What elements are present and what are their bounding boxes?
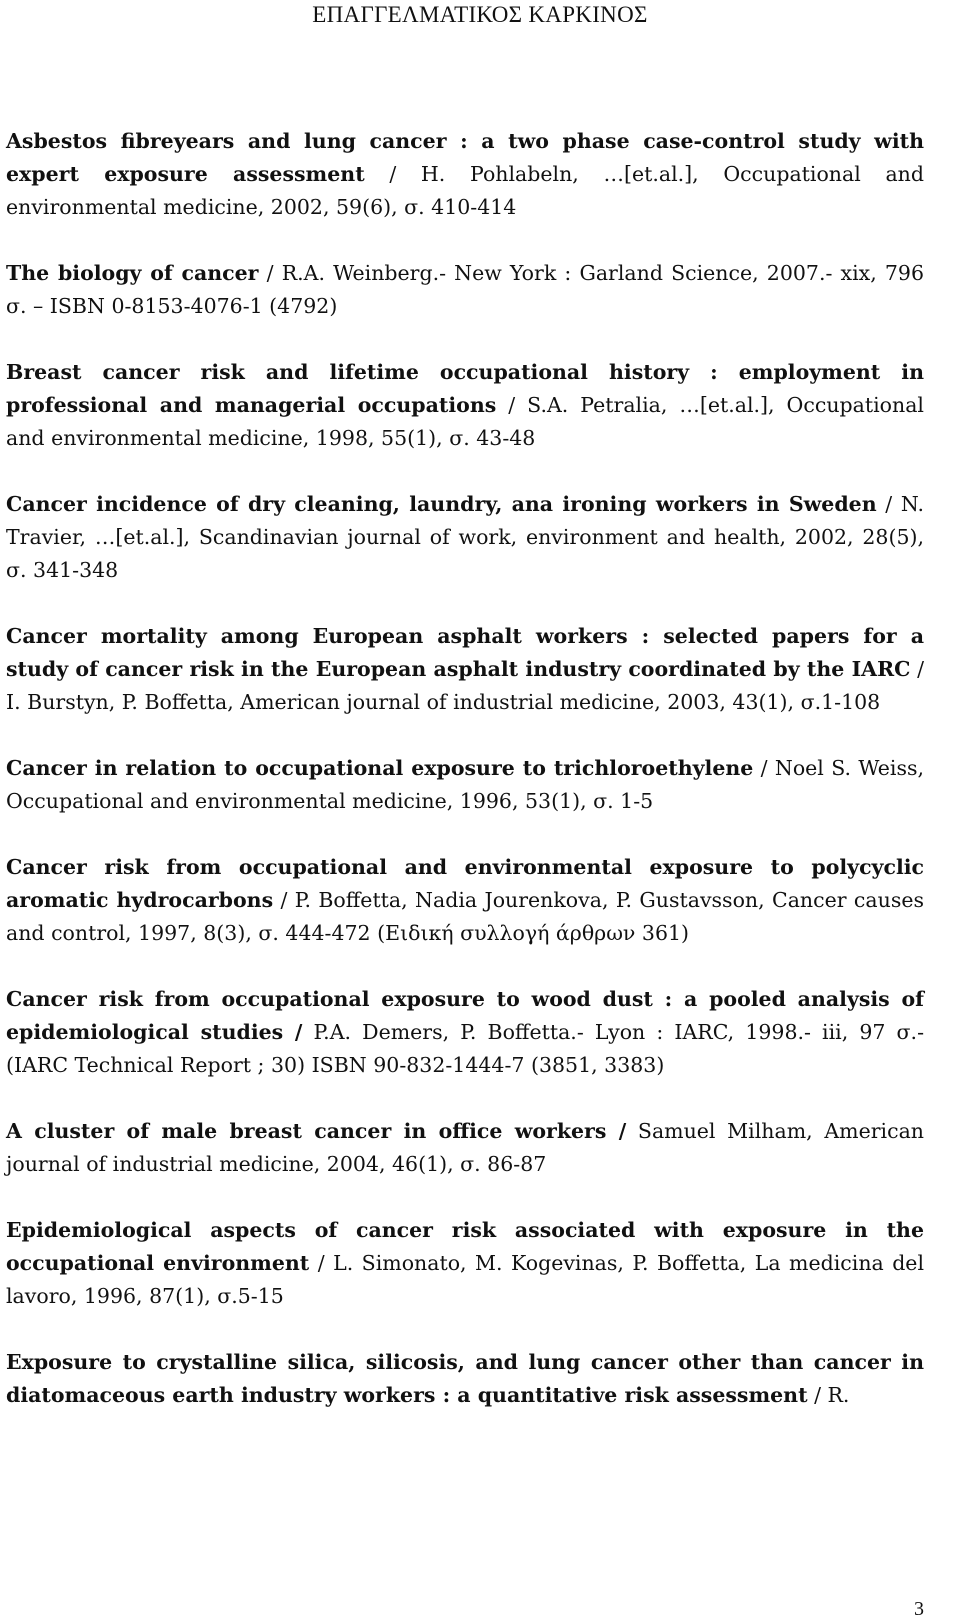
entry-details: Samuel Milham, American journal of industrial medicine, 2004, 46(1), σ. 86-87 [6, 1119, 924, 1176]
bibliography-entry [6, 851, 924, 950]
entry-details: / S.A. Petralia, …[et.al.], Occupational and environmental medicine, 1998, 55(1), σ. 43-48 [6, 393, 924, 450]
entry-details: / R.A. Weinberg.- New York : Garland Science, 2007.- xix, 796 σ. – ISBN 0-8153-4076-1 (4792) [6, 261, 925, 318]
page-number: 3 [914, 1598, 924, 1620]
entry-title: Cancer in relation to occupational exposure to trichloroethylene [6, 756, 754, 780]
entry-title: Exposure to crystalline silica, silicosis, and lung cancer other than cancer in diatomaceous earth industry workers : a quantitative risk assessment [6, 1350, 924, 1407]
entry-details: / Noel S. Weiss, Occupational and environmental medicine, 1996, 53(1), σ. 1-5 [6, 756, 924, 813]
entry-details: P.A. Demers, P. Boffetta.- Lyon : IARC, 1998.- iii, 97 σ.- (IARC Technical Report ; 30) ISBN 90-832-1444-7 (3851, 3383) [6, 1020, 924, 1077]
entry-title: Epidemiological aspects of cancer risk associated with exposure in the occupational environment [6, 1218, 924, 1275]
bibliography-entry [6, 488, 924, 587]
entry-details: / P. Boffetta, Nadia Jourenkova, P. Gustavsson, Cancer causes and control, 1997, 8(3), σ. 444-472 (Ειδική συλλογή άρθρων 361) [6, 888, 924, 945]
entry-details: / L. Simonato, M. Kogevinas, P. Boffetta, La medicina del lavoro, 1996, 87(1), σ.5-15 [6, 1251, 925, 1308]
bibliography-entry [6, 752, 924, 818]
entry-details: / H. Pohlabeln, …[et.al.], Occupational and environmental medicine, 2002, 59(6), σ. 410-414 [6, 162, 924, 219]
bibliography-entry [6, 1346, 924, 1412]
bibliography-entry [6, 356, 924, 455]
entry-details: / R. [807, 1383, 850, 1407]
entry-details: / I. Burstyn, P. Boffetta, American journal of industrial medicine, 2003, 43(1), σ.1-108 [6, 657, 924, 714]
page-title: ΕΠΑΓΓΕΛΜΑΤΙΚΟΣ ΚΑΡΚΙΝΟΣ [312, 2, 648, 27]
entry-title: A cluster of male breast cancer in office workers / [6, 1119, 627, 1143]
bibliography-list [6, 125, 924, 1445]
entry-title: Cancer mortality among European asphalt workers : selected papers for a study of cancer risk in the European asphalt industry coordinated by the IARC [6, 624, 924, 681]
entry-title: Cancer incidence of dry cleaning, laundry, ana ironing workers in Sweden [6, 492, 877, 516]
bibliography-entry [6, 983, 924, 1082]
entry-title: Cancer risk from occupational and environmental exposure to polycyclic aromatic hydrocarbons [6, 855, 924, 912]
entry-title: Asbestos fibreyears and lung cancer : a two phase case-control study with expert exposure assessment [6, 129, 924, 186]
bibliography-entry [6, 620, 924, 719]
bibliography-entry [6, 1115, 924, 1181]
bibliography-entry [6, 1214, 924, 1313]
entry-title: Breast cancer risk and lifetime occupational history : employment in professional and managerial occupations [6, 360, 924, 417]
bibliography-entry [6, 257, 924, 323]
bibliography-entry [6, 125, 924, 224]
entry-title: The biology of cancer [6, 261, 259, 285]
entry-details: / N. Travier, …[et.al.], Scandinavian journal of work, environment and health, 2002, 28(5), σ. 341-348 [6, 492, 924, 582]
entry-title: Cancer risk from occupational exposure to wood dust : a pooled analysis of epidemiological studies / [6, 987, 924, 1044]
